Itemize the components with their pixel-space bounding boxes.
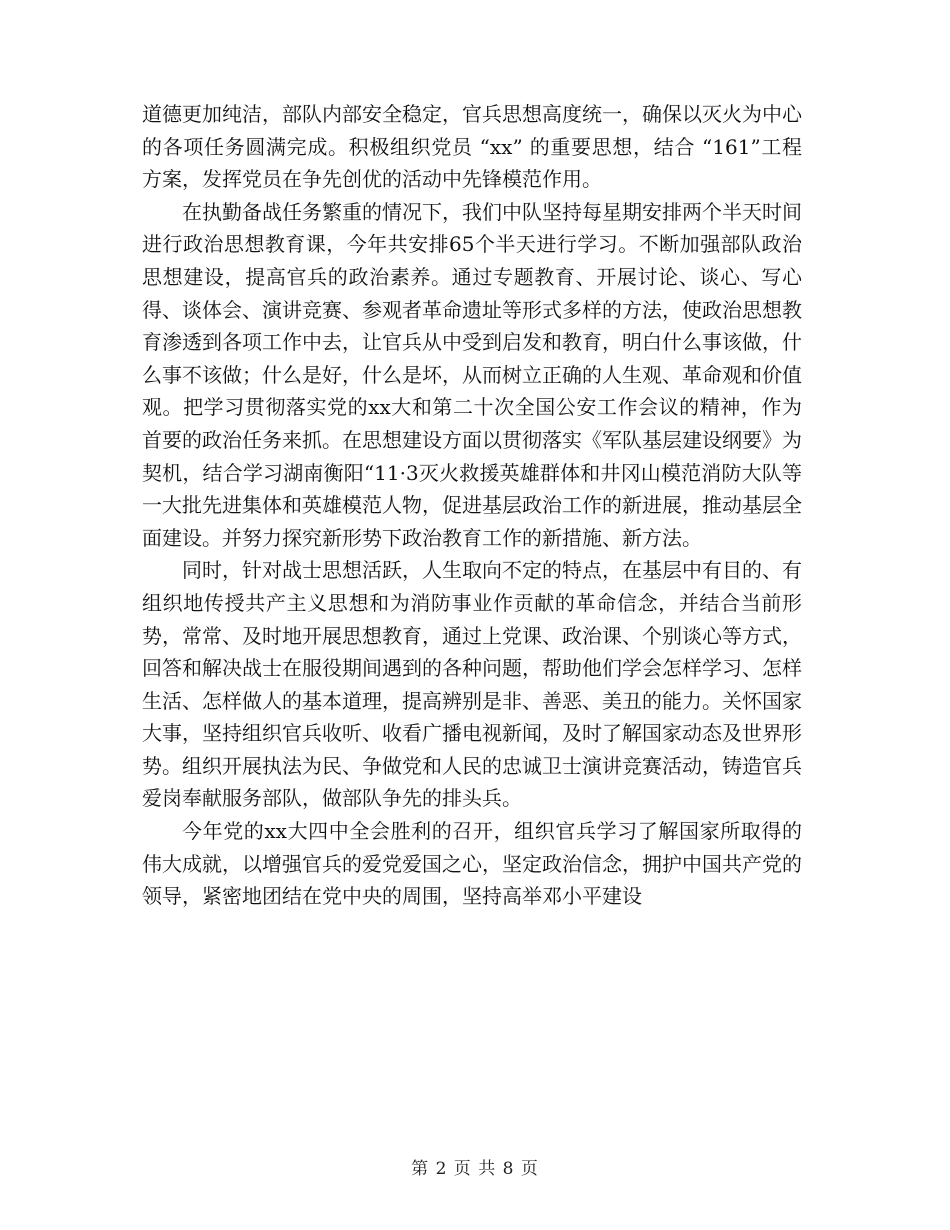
paragraph-soldier-ideology: 同时，针对战士思想活跃，人生取向不定的特点，在基层中有目的、有组织地传授共产主义思想和为消防事业作贡献的革命信念，并结合当前形势，常常、及时地开展思想教育，通过上党课、政治课、个别谈心等方式，回答和解决战士在服役期间遇到的各种问题，帮助他们学会怎样学习、怎样生活、怎样做人的基本道理，提高辨别是非、善恶、美丑的能力。关怀国家大事，坚持组织官兵收听、收看广播电视新闻，及时了解国家动态及世界形势。组织开展执法为民、争做党和人民的忠诚卫士演讲竞赛活动，铸造官兵爱岗奉献服务部队，做部队争先的排头兵。 [142,558,802,811]
paragraph-continuation: 道德更加纯洁，部队内部安全稳定，官兵思想高度统一，确保以灭火为中心的各项任务圆满完成。积极组织党员 “xx” 的重要思想，结合 “161”工程方案，发挥党员在争先创优的活动中先锋模范作用。 [142,102,802,192]
document-body [142,98,802,913]
page-footer: 第 2 页 共 8 页 [411,1159,539,1179]
paragraph-party-congress: 今年党的xx大四中全会胜利的召开，组织官兵学习了解国家所取得的伟大成就，以增强官兵的爱党爱国之心，坚定政治信念，拥护中国共产党的领导，紧密地团结在党中央的周围，坚持高举邓小平建设 [142,819,802,909]
paragraph-political-education: 在执勤备战任务繁重的情况下，我们中队坚持每星期安排两个半天时间进行政治思想教育课，今年共安排65个半天进行学习。不断加强部队政治思想建设，提高官兵的政治素养。通过专题教育、开展讨论、谈心、写心得、谈体会、演讲竞赛、参观者革命遗址等形式多样的方法，使政治思想教育渗透到各项工作中去，让官兵从中受到启发和教育，明白什么事该做，什么事不该做；什么是好，什么是坏，从而树立正确的人生观、革命观和价值观。把学习贯彻落实党的xx大和第二十次全国公安工作会议的精神，作为首要的政治任务来抓。在思想建设方面以贯彻落实《军队基层建设纲要》为契机，结合学习湖南衡阳“11·3灭火救援英雄群体和井冈山模范消防大队等一大批先进集体和英雄模范人物，促进基层政治工作的新进展，推动基层全面建设。并努力探究新形势下政治教育工作的新措施、新方法。 [142,199,802,550]
